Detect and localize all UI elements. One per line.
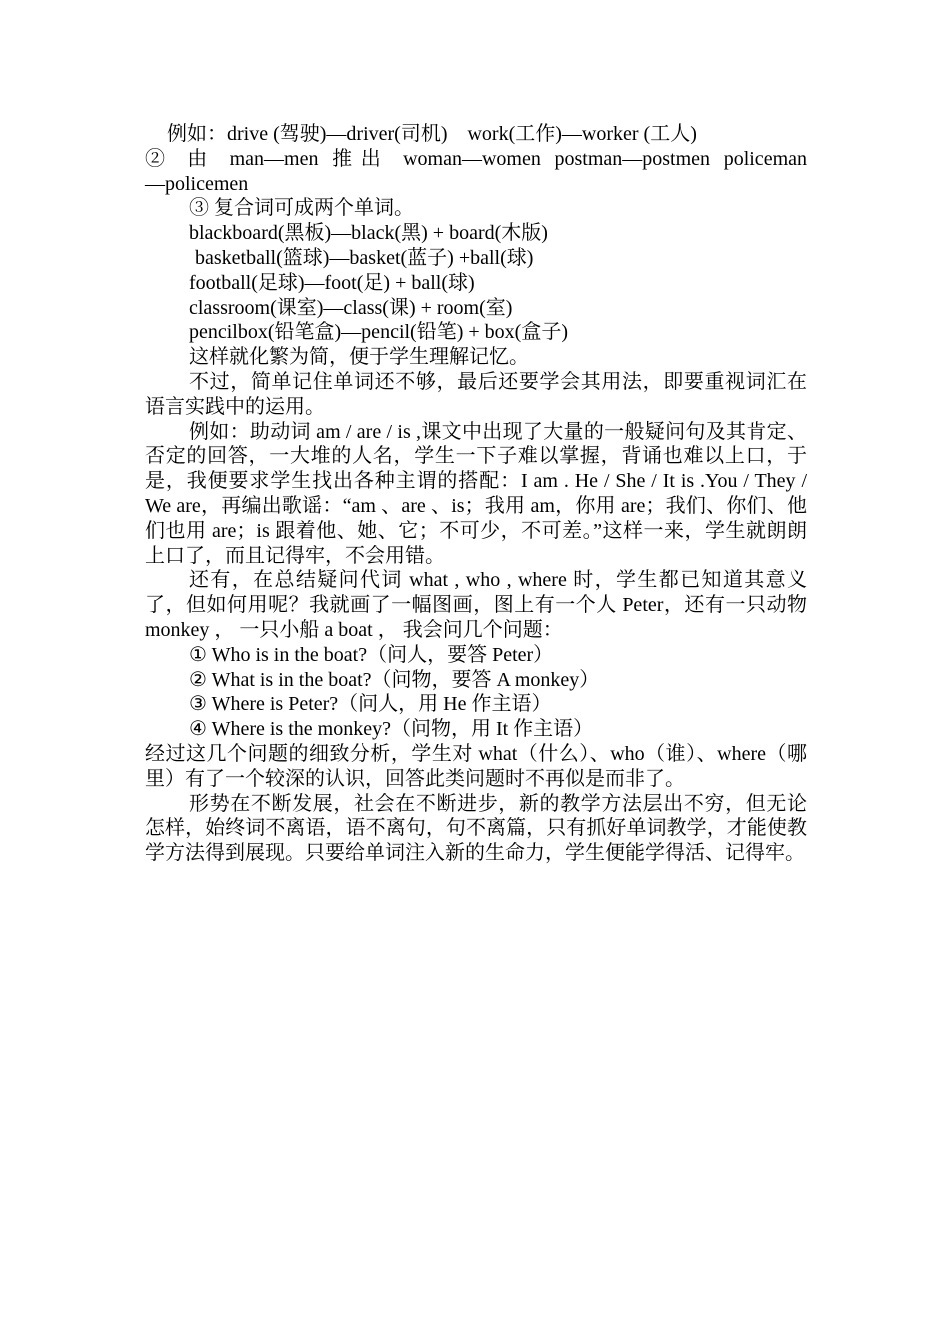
question-item: ③ Where is Peter?（问人，用 He 作主语） [189, 693, 552, 716]
question-word-paragraph: 还有，在总结疑问代词 what , who , where 时，学生都已知道其意义了，但如何用呢？我就画了一幅图画，图上有一个人 Peter，还有一只动物 monkey ， 一只小船 a boat ， 我会问几个问题： [145, 569, 807, 641]
analysis-paragraph: 经过这几个问题的细致分析，学生对 what（什么）、who（谁）、where（哪里）有了一个较深的认识，回答此类问题时不再似是而非了。 [145, 742, 807, 790]
document-body [145, 122, 807, 866]
question-item: ④ Where is the monkey?（问物，用 It 作主语） [189, 718, 594, 741]
conclusion-paragraph: 形势在不断发展，社会在不断进步，新的教学方法层出不穷，但无论怎样，始终词不离语，语不离句，句不离篇，只有抓好单词教学，才能使教学方法得到展现。只要给单词注入新的生命力，学生便能学得活、记得牢。 [145, 792, 807, 865]
compound-word-heading: ③ 复合词可成两个单词。 [189, 197, 414, 220]
plural-derivation-continuation: —policemen [145, 172, 249, 195]
question-item: ① Who is in the boat?（问人，要答 Peter） [189, 643, 554, 666]
plural-derivation-line: ② 由 man—men 推出 woman—women postman—postmen policeman [145, 147, 807, 170]
compound-example: basketball(篮球)—basket(蓝子) +ball(球) [195, 246, 534, 269]
compound-example: pencilbox(铅笔盒)—pencil(铅笔) + box(盒子) [189, 321, 568, 344]
simplification-summary: 这样就化繁为简，便于学生理解记忆。 [189, 346, 529, 369]
example-derivation-line: 例如：drive (驾驶)—driver(司机) work(工作)—worker (工人) [167, 123, 697, 145]
compound-example: football(足球)—foot(足) + ball(球) [189, 271, 475, 294]
usage-paragraph: 不过，简单记住单词还不够，最后还要学会其用法，即要重视词汇在语言实践中的运用。 [145, 370, 807, 418]
compound-example: classroom(课室)—class(课) + room(室) [189, 296, 513, 319]
auxiliary-verb-paragraph: 例如：助动词 am / are / is ,课文中出现了大量的一般疑问句及其肯定、否定的回答，一大堆的人名，学生一下子难以掌握，背诵也难以上口，于是，我便要求学生找出各种主谓的搭配：I am . He / She / It is .You / They / We are，再编出歌谣：“am 、are 、is；我用 am，你用 are；我们、你们、他们也用 are；is 跟着他、她、它；不可少，不可差。”这样一来，学生就朗朗上口了，而且记得牢，不会用错。 [145, 420, 807, 567]
compound-example: blackboard(黑板)—black(黑) + board(木版) [189, 222, 548, 245]
question-item: ② What is in the boat?（问物，要答 A monkey） [189, 668, 600, 691]
